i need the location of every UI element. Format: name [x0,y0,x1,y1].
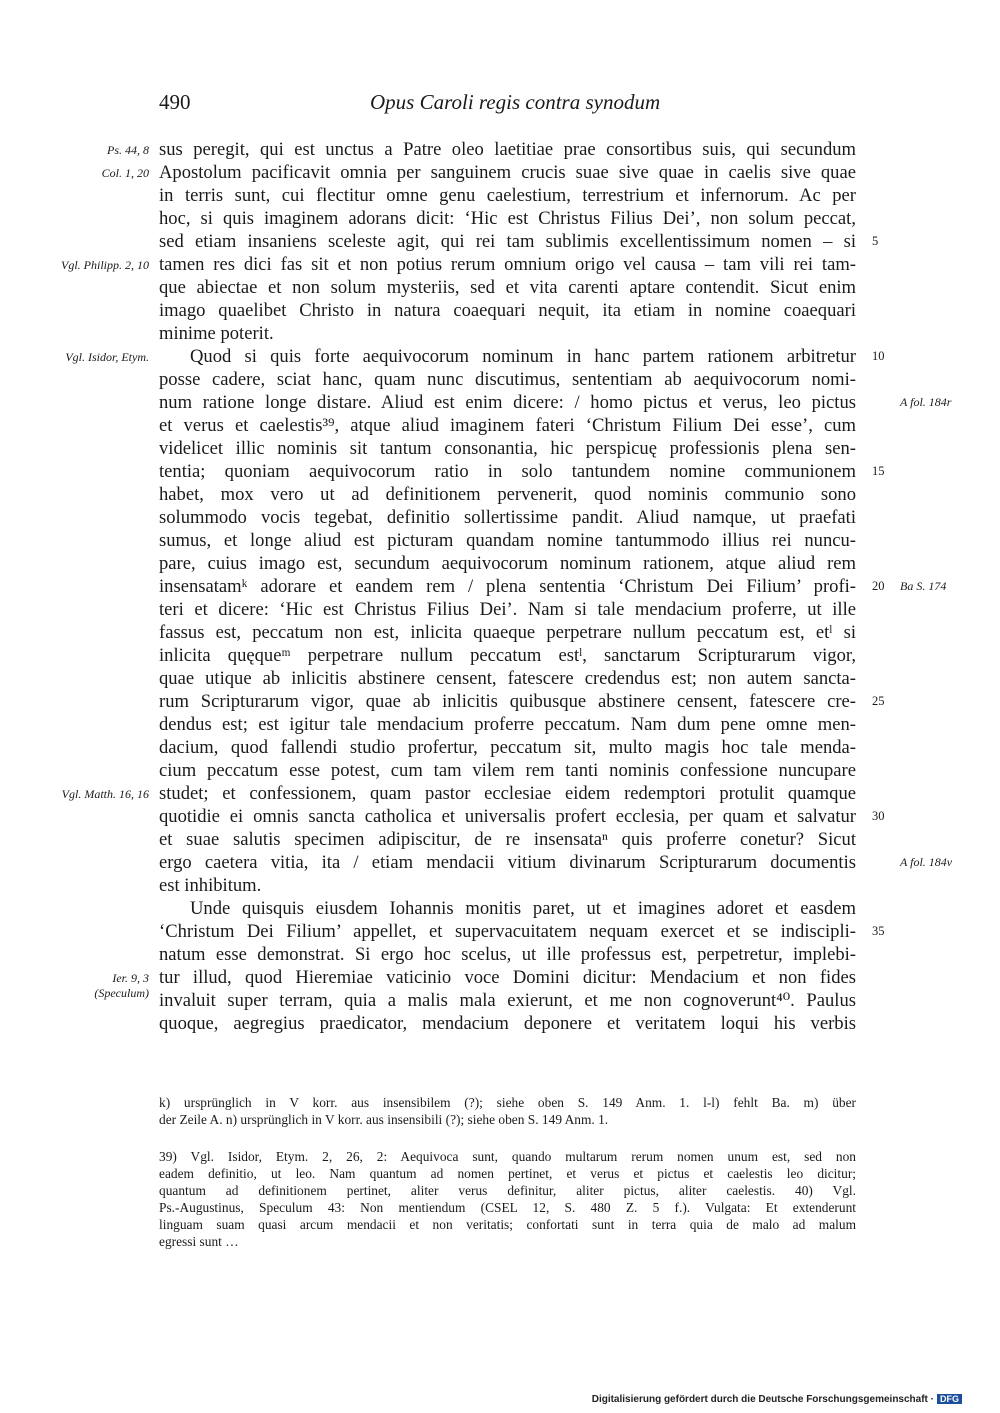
apparatus-line: k) ursprünglich in V korr. aus insensibilem (?); siehe oben S. 149 Anm. 1. l-l) fehlt Ba. m) über [159,1095,856,1110]
line-number: 35 [872,924,885,938]
page-header [0,90,1000,116]
text-line: Unde quisquis eiusdem Iohannis monitis paret, ut et imagines adoret et easdem [190,898,856,919]
line-number: 15 [872,464,885,478]
text-line: cium peccatum esse potest, cum tam vilem rem tanti nominis confessione nuncupare [159,760,856,781]
digitization-credit [592,1394,962,1405]
text-line: dacium, quod fallendi studio profertur, peccatum sit, multo magis hoc tale menda- [159,737,856,758]
margin-reference: Ps. 44, 8 [107,143,149,157]
text-line: videlicet illic nominis sit tantum consonantia, hic perspicuę professionis plena sen- [159,438,856,459]
dfg-logo: DFG [937,1394,962,1404]
note-line: Ps.-Augustinus, Speculum 43: Non mentiendum (CSEL 12, S. 480 Z. 5 f.). Vulgata: Et extenderunt [159,1200,856,1215]
margin-reference: Vgl. Isidor, Etym. [65,350,149,364]
text-line: que abiectae et non solum mysteriis, sed et vita carenti aptare contendit. Sicut enim [159,277,856,298]
folio-marker: A fol. 184r [900,395,952,409]
text-line: sumus, et longe aliud est picturam quandam nomine tantummodo illius rei nuncu- [159,530,856,551]
text-line: ergo caetera vitia, ita / etiam mendacii vitium divinarum Scripturarum documentis [159,852,856,873]
note-line: eadem definitio, ut leo. Nam quantum ad nomen pertinet, et verus et pictus et caelestis leo dicitur; [159,1166,856,1181]
text-line: hoc, si quis imaginem adorans dicit: ‘Hic est Christus Filius Dei’, non solum peccat, [159,208,856,229]
text-line: posse cadere, sciat hanc, quam nunc discutimus, sententiam ab aequivocorum nomi- [159,369,856,390]
credit-text: Digitalisierung gefördert durch die Deutsche Forschungsgemeinschaft · [591,1394,934,1405]
text-line: est inhibitum. [159,875,262,896]
text-line: quae utique ab inlicitis abstinere censent, fatescere credendus est; non autem sancta- [159,668,856,689]
text-line: inlicita quęqueᵐ perpetrare nullum peccatum estˡ, sanctarum Scripturarum vigor, [159,645,856,666]
line-number: 10 [872,349,885,363]
note-line: linguam suam quasi arcum mendacii et non veritatis; confortati sunt in terra quia de malo ad malum [159,1217,856,1232]
note-line: egressi sunt … [159,1234,239,1249]
text-line: insensatamᵏ adorare et eandem rem / plena sententia ‘Christum Dei Filium’ profi- [159,576,856,597]
note-line: 39) Vgl. Isidor, Etym. 2, 26, 2: Aequivoca sunt, quando multarum rerum nomen unum est, sed non [159,1149,856,1164]
folio-marker: A fol. 184v [900,855,953,869]
line-number: 20 [872,579,885,593]
margin-reference: Col. 1, 20 [101,166,149,180]
page-number: 490 [159,90,191,114]
line-number: 25 [872,694,885,708]
text-line: tentia; quoniam aequivocorum ratio in solo tantundem nomine communionem [159,461,856,482]
running-title: Opus Caroli regis contra synodum [370,90,661,114]
text-line: pare, cuius imago est, secundum aequivocorum nominum rationem, atque aliud rem [159,553,856,574]
apparatus-criticus [159,1094,856,1128]
text-line: quoque, aegregius praedicator, mendacium deponere et veritatem loqui his verbis [159,1013,856,1034]
text-line: minime poterit. [159,323,274,344]
text-line: ‘Christum Dei Filium’ appellet, et supervacuitatem nequam exercet et se indiscipli- [159,921,856,942]
text-line: et suae salutis specimen adipiscitur, de re insensataⁿ quis proferre conetur? Sicut [159,829,856,850]
text-line: tamen res dici fas sit et non potius rerum omnium origo vel causa – tam vili rei tam- [159,254,856,275]
apparatus-line: der Zeile A. n) ursprünglich in V korr. aus insensibili (?); siehe oben S. 149 Anm. 1. [159,1112,609,1127]
text-line: habet, mox vero ut ad definitionem pervenerit, quod nominis communio sono [159,484,856,505]
text-line: sus peregit, qui est unctus a Patre oleo laetitiae prae consortibus suis, qui secundum [159,139,856,160]
text-line: invaluit super terram, quia a malis mala exierunt, et me non cognoverunt⁴⁰. Paulus [159,990,856,1011]
margin-reference: Ier. 9, 3 [112,971,149,985]
folio-marker: Ba S. 174 [900,579,947,593]
line-number: 30 [872,809,885,823]
text-line: solummodo vocis tegebat, definitio sollertissime pandit. Aliud namque, ut praefati [159,507,856,528]
text-line: teri et dicere: ‘Hic est Christus Filius Dei’. Nam si tale mendacium proferre, ut ille [159,599,856,620]
text-line: tur illud, quod Hieremiae vaticinio voce Domini dicitur: Mendacium et non fides [159,967,856,988]
margin-reference: Vgl. Philipp. 2, 10 [61,258,149,272]
text-line: natum esse demonstrat. Si ergo hoc scelus, ut ille professus est, perpetretur, implebi- [159,944,856,965]
margin-reference: (Speculum) [94,986,149,1000]
text-line: imago quaelibet Christo in natura coaequari nequit, ita etiam in nomine coaequari [159,300,856,321]
text-line: et verus et caelestis³⁹, atque aliud imaginem fateri ‘Christum Filium Dei esse’, cum [159,415,856,436]
text-line: Quod si quis forte aequivocorum nominum in hanc partem rationem arbitretur [190,346,856,367]
text-line: num ratione longe distare. Aliud est enim dicere: / homo pictus et verus, leo pictus [159,392,856,413]
text-line: rum Scripturarum vigor, quae ab inlicitis quibusque abstinere censent, fatescere cre- [159,691,856,712]
text-line: Apostolum pacificavit omnia per sanguinem crucis suae sive quae in caelis sive quae [159,162,856,183]
source-notes [159,1148,856,1250]
text-line: quotidie ei omnis sancta catholica et universalis profert ecclesia, per quam et salvatur [159,806,856,827]
text-line: dendus est; est igitur tale mendacium proferre peccatum. Nam dum pene omne men- [159,714,856,735]
text-line: studet; et confessionem, quam pastor ecclesiae eidem redemptori protulit quamque [159,783,856,804]
line-number: 5 [872,234,879,248]
text-line: in terris sunt, cui flectitur omne genu caelestium, terrestrium et infernorum. Ac per [159,185,856,206]
note-line: quantum ad definitionem pertinet, aliter verus definitur, aliter pictus, aliter caelestis. 40) Vgl. [159,1183,856,1198]
text-line: fassus est, peccatum non est, inlicita quaeque perpetrare nullum peccatum est, etˡ si [159,622,856,643]
margin-reference: Vgl. Matth. 16, 16 [61,787,149,801]
text-line: sed etiam insaniens sceleste agit, qui rei tam sublimis excellentissimum nomen – si [159,231,856,252]
